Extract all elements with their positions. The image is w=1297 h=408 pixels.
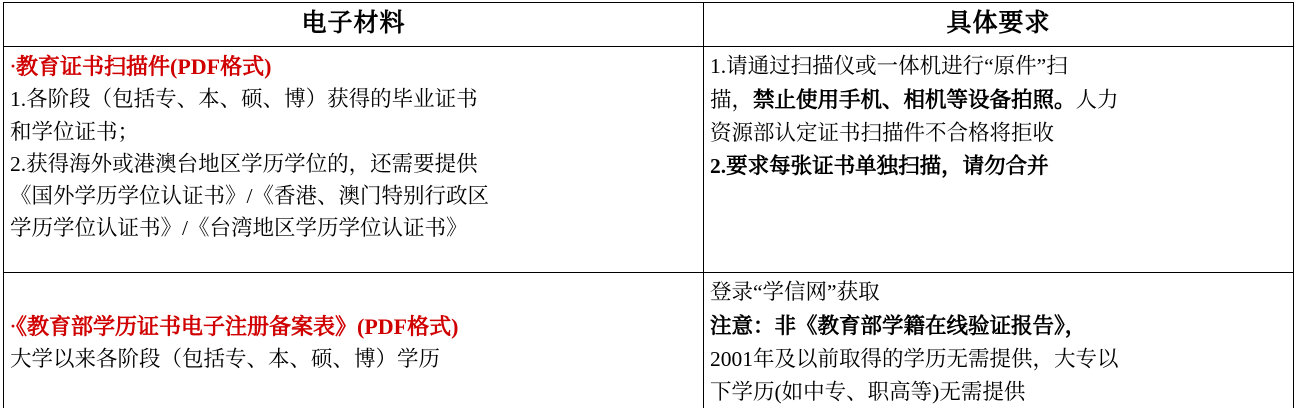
- material-line: 和学位证书；: [10, 119, 140, 144]
- table-header-row: [4, 3, 1294, 47]
- requirements-cell-registration-form: [704, 273, 1294, 408]
- materials-cell-certificates: [4, 47, 704, 273]
- materials-cell-inner: [10, 276, 697, 408]
- requirement-line: 登录“学信网”获取: [710, 280, 880, 305]
- requirement-line: 注意：非《教育部学籍在线验证报告》，: [710, 313, 1087, 338]
- material-line: 1.各阶段（包括专、本、硕、博）获得的毕业证书: [10, 87, 478, 112]
- material-title-text: 《教育部学历证书电子注册备案表》(PDF格式): [16, 314, 459, 340]
- material-title-certificates: [10, 50, 697, 83]
- header-cell-materials: 电子材料: [4, 3, 704, 47]
- requirement-line-mixed: [710, 84, 1287, 117]
- requirement-line-suffix: 人力: [1075, 87, 1119, 112]
- requirement-line: 1.请通过扫描仪或一体机进行“原件”扫: [710, 54, 1068, 79]
- bullet-dot-icon: ·: [10, 56, 17, 77]
- requirement-line: 2.要求每张证书单独扫描，请勿合并: [710, 154, 1049, 179]
- material-line: 2.获得海外或港澳台地区学历学位的，还需要提供: [10, 151, 478, 176]
- header-cell-requirements: 具体要求: [704, 3, 1294, 47]
- requirement-line: 2001年及以前取得的学历无需提供，大专以: [710, 346, 1119, 371]
- materials-cell-registration-form: [4, 273, 704, 408]
- requirements-table: [3, 2, 1294, 408]
- requirement-line-prefix: 描，: [710, 87, 754, 112]
- requirement-line: 下学历(如中专、职高等)无需提供: [710, 380, 1026, 405]
- requirement-line-emphasis: 禁止使用手机、相机等设备拍照。: [753, 87, 1076, 112]
- table-row: [4, 47, 1294, 273]
- material-line: 《国外学历学位认证书》/《香港、澳门特别行政区: [10, 184, 489, 208]
- requirements-cell-certificates: [704, 47, 1294, 273]
- material-line: 大学以来各阶段（包括专、本、硕、博）学历: [10, 347, 441, 372]
- requirement-line: 资源部认定证书扫描件不合格将拒收: [710, 120, 1055, 145]
- material-title-registration-form: [10, 310, 697, 343]
- bullet-dot-icon: ·: [10, 316, 17, 337]
- material-title-text: 教育证书扫描件(PDF格式): [16, 54, 272, 80]
- table-row: [4, 273, 1294, 408]
- material-line: 学历学位认证书》/《台湾地区学历学位认证书》: [10, 216, 468, 241]
